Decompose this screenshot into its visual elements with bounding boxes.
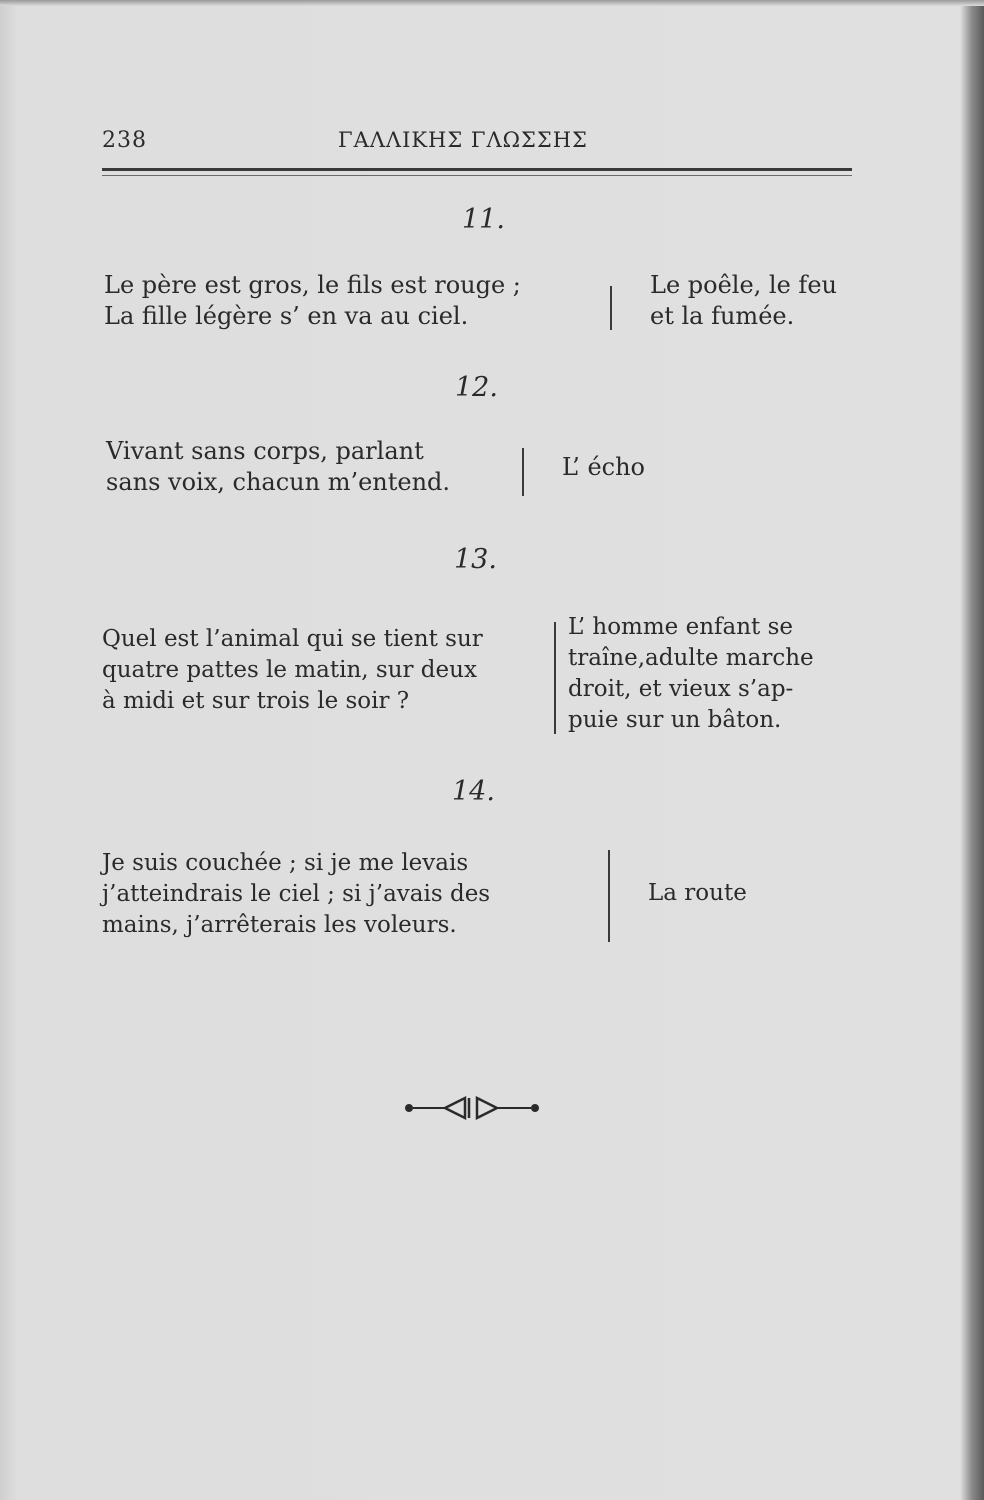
riddle-line: Je suis couchée ; si je me levais	[102, 850, 469, 876]
page-top-edge	[0, 0, 984, 6]
riddle-line: Quel est l’animal qui se tient sur	[102, 626, 483, 652]
header-rule	[102, 168, 852, 171]
answer-line: Le poêle, le feu	[650, 271, 837, 299]
riddle-line: La fille légère s’ en va au ciel.	[104, 302, 469, 330]
riddle-number: 12.	[455, 372, 498, 403]
answer-line: traîne,adulte marche	[568, 645, 814, 671]
riddle-number: 13.	[454, 544, 497, 575]
brace	[610, 286, 620, 330]
answer-line: et la fumée.	[650, 302, 795, 330]
brace	[608, 850, 618, 942]
riddle-number: 14.	[452, 776, 495, 807]
answer-line: L’ homme enfant se	[568, 614, 794, 640]
riddle-line: sans voix, chacun m’entend.	[106, 468, 451, 496]
answer-line: La route	[648, 880, 747, 906]
riddle-answer	[650, 270, 837, 332]
answer-line: puie sur un bâton.	[568, 707, 782, 733]
arrow-ornament-icon	[403, 1094, 543, 1122]
riddle-text	[102, 624, 483, 717]
riddle-line: quatre pattes le matin, sur deux	[102, 657, 477, 683]
riddle-text	[102, 848, 490, 941]
riddle-line: Vivant sans corps, parlant	[106, 437, 424, 465]
running-title: ΓΑΛΛΙΚΗΣ ΓΛΩΣΣΗΣ	[338, 128, 588, 152]
riddle-text	[104, 270, 521, 332]
answer-line: droit, et vieux s’ap-	[568, 676, 794, 702]
page-number: 238	[102, 128, 147, 153]
riddle-text	[106, 436, 450, 498]
riddle-answer	[568, 612, 814, 736]
riddle-number: 11.	[462, 204, 505, 235]
riddle-line: Le père est gros, le fils est rouge ;	[104, 271, 521, 299]
riddle-line: j’atteindrais le ciel ; si j’avais des	[102, 881, 491, 907]
riddle-answer	[562, 452, 645, 483]
riddle-line: à midi et sur trois le soir ?	[102, 688, 410, 714]
brace	[522, 448, 532, 496]
header-rule-thin	[102, 175, 852, 176]
riddle-line: mains, j’arrêterais les voleurs.	[102, 912, 457, 938]
riddle-answer	[648, 878, 747, 909]
page-header	[102, 128, 852, 158]
brace	[546, 622, 556, 734]
answer-line: L’ écho	[562, 453, 645, 481]
